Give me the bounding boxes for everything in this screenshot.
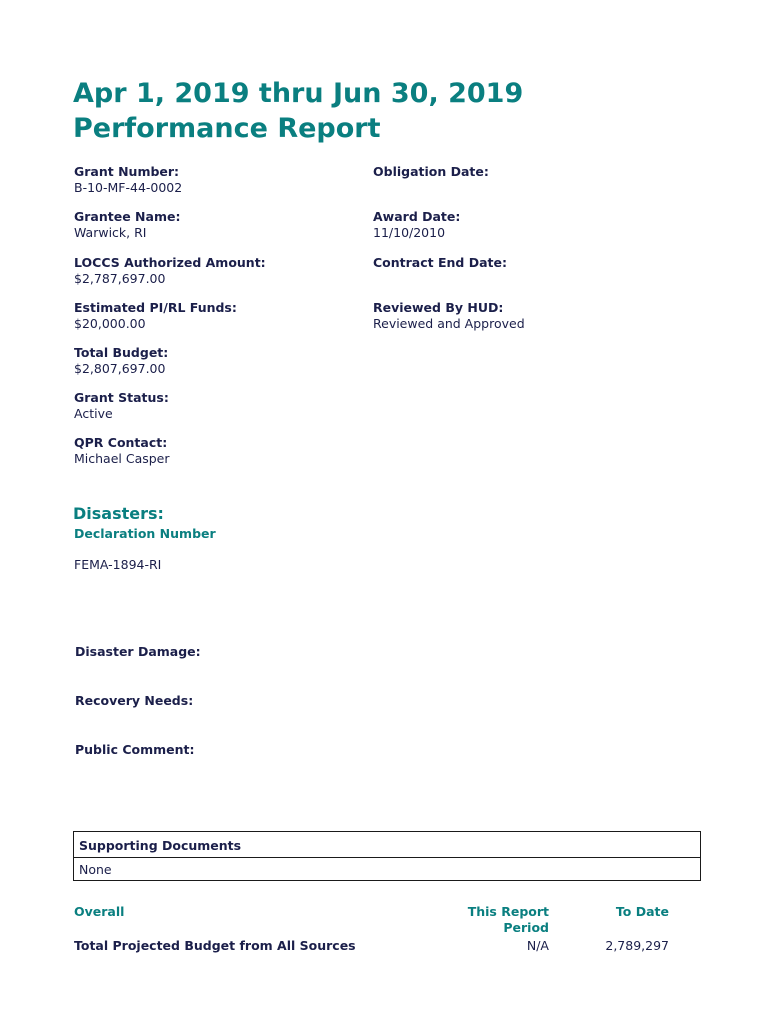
report-title	[73, 76, 523, 146]
total-projected-budget-label: Total Projected Budget from All Sources	[74, 938, 356, 953]
pirl-funds-field	[74, 300, 237, 332]
public-comment-label: Public Comment:	[75, 742, 195, 757]
award-date-value: 11/10/2010	[373, 225, 446, 240]
report-period-line: Apr 1, 2019 thru Jun 30, 2019	[73, 78, 524, 109]
award-date-field	[373, 209, 460, 241]
pirl-funds-label: Estimated PI/RL Funds:	[74, 300, 237, 315]
overall-label: Overall	[74, 904, 125, 919]
grant-number-field	[74, 164, 182, 196]
award-date-label: Award Date:	[373, 209, 461, 224]
loccs-amount-label: LOCCS Authorized Amount:	[74, 255, 266, 270]
qpr-contact-value: Michael Casper	[74, 451, 170, 466]
this-report-period-line2: Period	[503, 920, 549, 935]
loccs-amount-value: $2,787,697.00	[74, 271, 166, 286]
pirl-funds-value: $20,000.00	[74, 316, 146, 331]
declaration-field	[74, 526, 216, 573]
supporting-documents-table	[73, 831, 701, 881]
qpr-contact-label: QPR Contact:	[74, 435, 168, 450]
grant-number-value: B-10-MF-44-0002	[74, 180, 183, 195]
this-report-period-header	[440, 904, 549, 936]
declaration-number-label: Declaration Number	[74, 526, 216, 541]
grant-status-value: Active	[74, 406, 113, 421]
disasters-heading: Disasters:	[73, 504, 164, 523]
grantee-name-field	[74, 209, 180, 241]
this-report-period-line1: This Report	[467, 904, 549, 919]
supporting-documents-header: Supporting Documents	[79, 838, 242, 853]
total-projected-budget-period: N/A	[526, 938, 549, 953]
total-budget-field	[74, 345, 168, 377]
reviewed-by-hud-label: Reviewed By HUD:	[373, 300, 504, 315]
obligation-date-label: Obligation Date:	[373, 164, 489, 179]
recovery-needs-label: Recovery Needs:	[75, 693, 194, 708]
declaration-number-value: FEMA-1894-RI	[74, 557, 162, 572]
loccs-amount-field	[74, 255, 266, 287]
reviewed-by-hud-field	[373, 300, 525, 332]
contract-end-field	[373, 255, 507, 271]
reviewed-by-hud-value: Reviewed and Approved	[373, 316, 525, 331]
grantee-name-value: Warwick, RI	[74, 225, 147, 240]
disaster-damage-label: Disaster Damage:	[75, 644, 201, 659]
qpr-contact-field	[74, 435, 170, 467]
total-budget-value: $2,807,697.00	[74, 361, 166, 376]
grantee-name-label: Grantee Name:	[74, 209, 181, 224]
report-name-line: Performance Report	[73, 113, 381, 144]
contract-end-label: Contract End Date:	[373, 255, 507, 270]
obligation-date-field	[373, 164, 489, 180]
total-budget-label: Total Budget:	[74, 345, 169, 360]
grant-status-label: Grant Status:	[74, 390, 169, 405]
total-projected-budget-todate: 2,789,297	[605, 938, 669, 953]
grant-status-field	[74, 390, 169, 422]
grant-number-label: Grant Number:	[74, 164, 180, 179]
to-date-header: To Date	[615, 904, 669, 919]
supporting-documents-value: None	[79, 862, 112, 877]
